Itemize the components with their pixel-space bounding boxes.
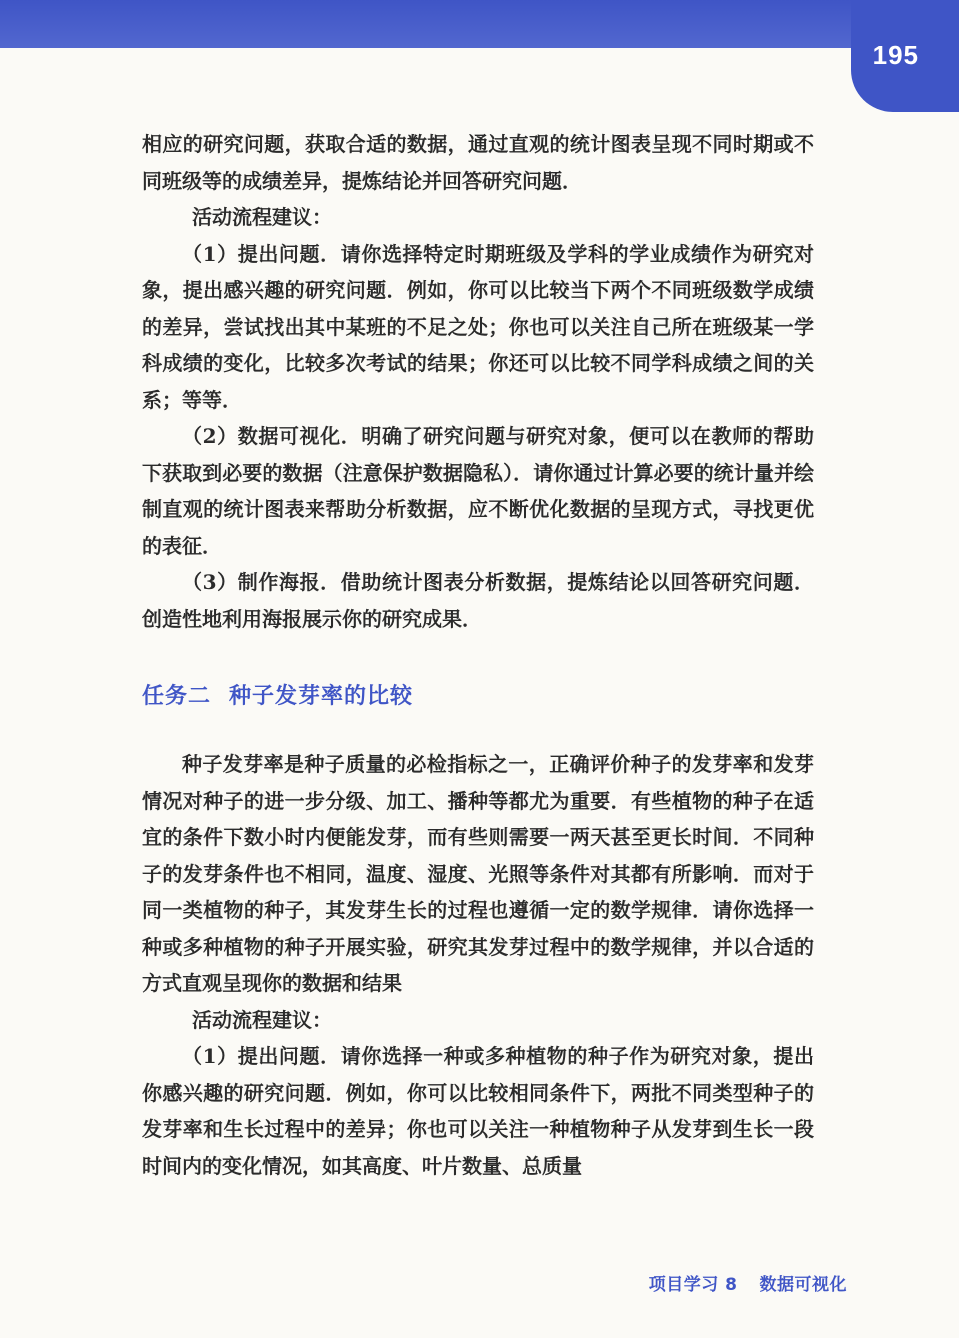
seed-step-1-paragraph: （1）提出问题．请你选择一种或多种植物的种子作为研究对象，提出你感兴趣的研究问题．例如，你可以比较相同条件下，两批不同类型种子的发芽率和生长过程中的差异；你也可以关注一种植物种子从发芽到生长一段时间内的变化情况，如其高度、叶片数量、总质量	[142, 1044, 814, 1178]
section-heading	[142, 679, 814, 710]
activity-suggestion-label: 活动流程建议：	[192, 205, 332, 229]
seed-intro-paragraph: 种子发芽率是种子质量的必检指标之一，正确评价种子的发芽率和发芽情况对种子的进一步分级、加工、播种等都尤为重要．有些植物的种子在适宜的条件下数小时内便能发芽，而有些则需要一两天甚至更长时间．不同种子的发芽条件也不相同，温度、湿度、光照等条件对其都有所影响．而对于同一类植物的种子，其发芽生长的过程也遵循一定的数学规律．请你选择一种或多种植物的种子开展实验，研究其发芽过程中的数学规律，并以合适的方式直观呈现你的数据和结果	[142, 752, 814, 995]
page-content	[142, 126, 814, 1184]
step-3-paragraph: （3）制作海报．借助统计图表分析数据，提炼结论以回答研究问题．创造性地利用海报展示你的研究成果．	[142, 570, 814, 631]
step-2-paragraph: （2）数据可视化．明确了研究问题与研究对象，便可以在教师的帮助下获取到必要的数据（注意保护数据隐私）．请你通过计算必要的统计量并绘制直观的统计图表来帮助分析数据，应不断优化数据的呈现方式，寻找更优的表征．	[142, 424, 814, 558]
page-footer	[649, 1270, 847, 1295]
section-title: 种子发芽率的比较	[229, 684, 414, 709]
footer-title: 数据可视化	[759, 1275, 847, 1295]
activity-suggestion-label-2: 活动流程建议：	[192, 1007, 332, 1032]
header-band	[0, 0, 959, 48]
section-label: 任务二	[142, 684, 212, 709]
page-number: 195	[872, 40, 919, 70]
footer-project: 项目学习 8	[648, 1275, 738, 1295]
step-1-paragraph: （1）提出问题．请你选择特定时期班级及学科的学业成绩作为研究对象，提出感兴趣的研究问题．例如，你可以比较当下两个不同班级数学成绩的差异，尝试找出其中某班的不足之处；你也可以关注自己所在班级某一学科成绩的变化，比较多次考试的结果；你还可以比较不同学科成绩之间的关系；等等．	[142, 241, 814, 412]
paragraph-intro: 相应的研究问题，获取合适的数据，通过直观的统计图表呈现不同时期或不同班级等的成绩差异，提炼结论并回答研究问题．	[142, 132, 814, 193]
